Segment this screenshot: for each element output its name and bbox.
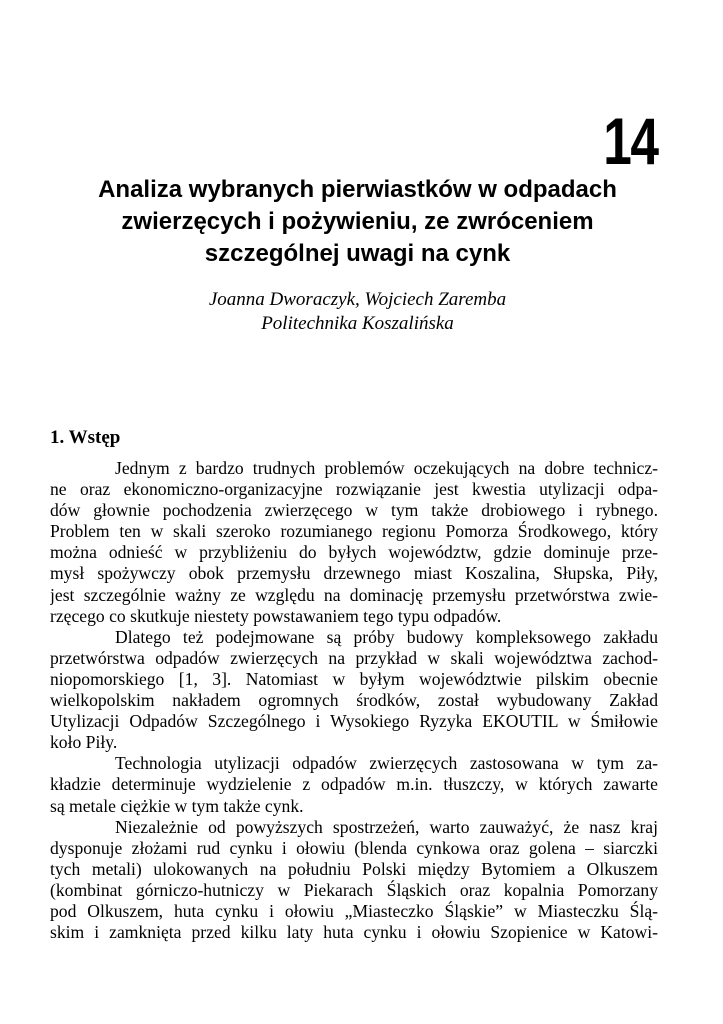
text-line: mysł spożywczy obok przemysłu drzewnego miast Koszalina, Słupska, Piły, xyxy=(50,563,658,584)
text-line: dysponuje złożami rud cynku i ołowiu (blenda cynkowa oraz golena – siarczki xyxy=(50,837,658,858)
text-line: ne oraz ekonomiczno-organizacyjne rozwiązanie jest kwestia utylizacji odpa- xyxy=(50,479,658,500)
author-affiliation: Politechnika Koszalińska xyxy=(261,313,454,334)
paper-title xyxy=(50,174,665,270)
text-line: tych metali) ulokowanych na południu Polski między Bytomiem a Olkuszem xyxy=(50,858,658,879)
text-line: przetwórstwa odpadów zwierzęcych na przykład w skali województwa zachod- xyxy=(50,647,658,668)
text-line: pod Olkuszem, huta cynku i ołowiu „Miasteczko Śląskie” w Miasteczku Ślą- xyxy=(50,900,658,921)
text-line: są metale ciężkie w tym także cynk. xyxy=(50,795,304,816)
text-line: Problem ten w skali szeroko rozumianego regionu Pomorza Środkowego, który xyxy=(50,521,658,542)
section-heading: 1. Wstęp xyxy=(50,427,121,448)
text-line: Dlatego też podejmowane są próby budowy kompleksowego zakładu xyxy=(115,626,658,647)
author-names: Joanna Dworaczyk, Wojciech Zaremba xyxy=(208,289,507,310)
section-body xyxy=(50,458,658,943)
text-line: kładzie determinuje wydzielenie z odpadów m.in. tłuszczy, w których zawarte xyxy=(50,774,658,795)
title-line: Analiza wybranych pierwiastków w odpadach xyxy=(98,176,617,203)
text-line: Utylizacji Odpadów Szczególnego i Wysokiego Ryzyka EKOUTIL w Śmiłowie xyxy=(50,711,658,732)
text-line: dów głownie pochodzenia zwierzęcego w tym także drobiowego i rybnego. xyxy=(50,500,658,521)
text-line: Jednym z bardzo trudnych problemów oczekujących na dobre technicz- xyxy=(115,458,658,478)
text-line: skim i zamknięta przed kilku laty huta cynku i ołowiu Szopienice w Katowi- xyxy=(50,922,658,943)
text-line: można odnieść w przybliżeniu do byłych województw, gdzie dominuje prze- xyxy=(50,542,658,563)
text-line: (kombinat górniczo-hutniczy w Piekarach Śląskich oraz kopalnia Pomorzany xyxy=(50,879,658,900)
text-line: niopomorskiego [1, 3]. Natomiast w byłym województwie pilskim obecnie xyxy=(50,668,658,689)
text-line: Niezależnie od powyższych spostrzeżeń, warto zauważyć, że nasz kraj xyxy=(115,816,658,837)
text-line: wielkopolskim nakładem ogromnych środków, został wybudowany Zakład xyxy=(50,690,658,711)
author-block xyxy=(50,288,665,336)
text-line: rzęcego co skutkuje niestety powstawaniem tego typu odpadów. xyxy=(50,605,502,626)
chapter-number: 14 xyxy=(602,104,657,178)
title-line: szczególnej uwagi na cynk xyxy=(204,240,511,267)
text-line: jest szczególnie ważny ze względu na dominację przemysłu przetwórstwa zwie- xyxy=(50,584,658,605)
text-line: koło Piły. xyxy=(50,732,118,753)
title-line: zwierzęcych i pożywieniu, ze zwróceniem xyxy=(121,208,594,235)
text-line: Technologia utylizacji odpadów zwierzęcych zastosowana w tym za- xyxy=(115,753,658,774)
